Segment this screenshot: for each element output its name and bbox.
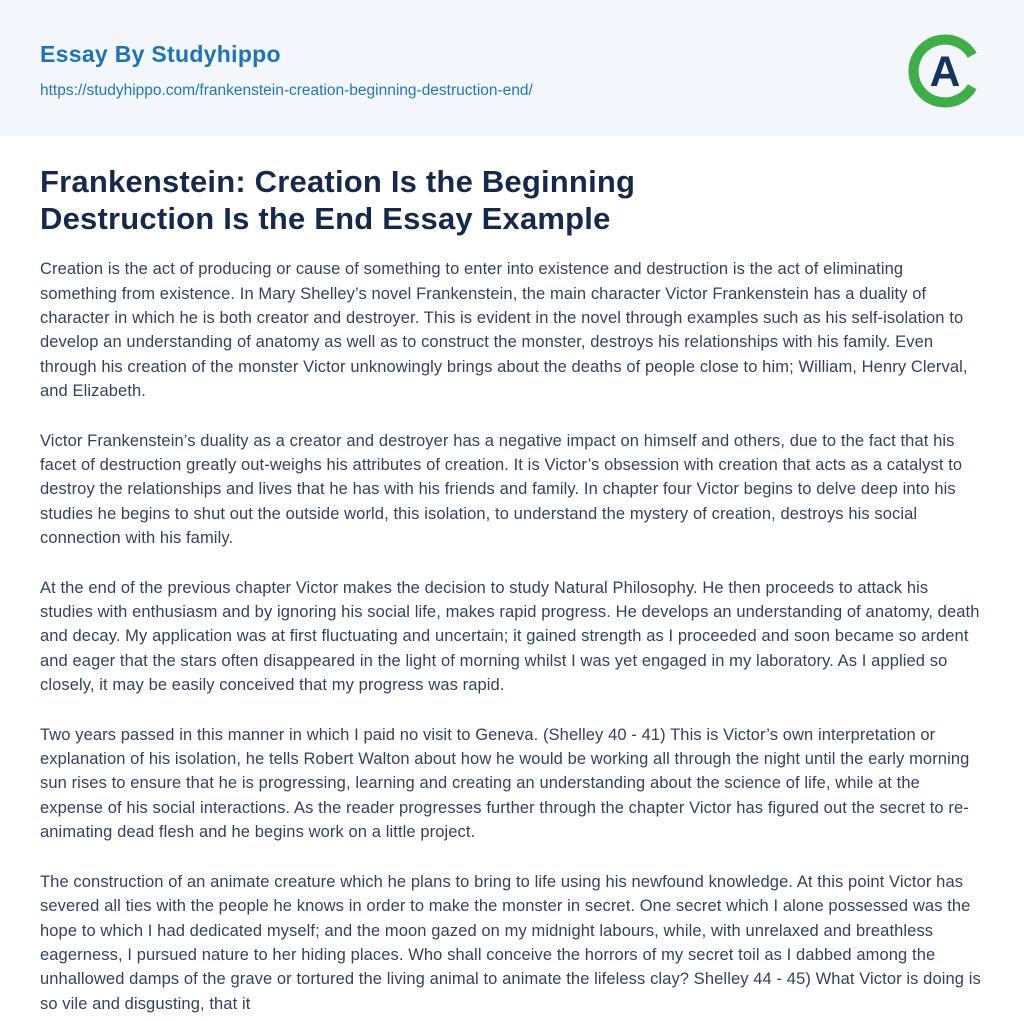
studyhippo-logo [908,34,982,108]
essay-paragraph: The construction of an animate creature which he plans to bring to life using his newfound knowledge. At this point Victor has severed all ties with the people he knows in order to make the monster in secret. One secret which I alone possessed was the hope to which I had dedicated myself; and the moon gazed on my midnight labours, while, with unrelaxed and breathless eagerness, I pursued nature to her hiding places. Who shall conceive the horrors of my secret toil as I dabbed among the unhallowed damps of the grave or tortured the living animal to animate the lifeless clay? Shelley 44 - 45) What Victor is doing is so vile and disgusting, that it [40,872,981,1013]
essay-paragraph: Two years passed in this manner in which I paid no visit to Geneva. (Shelley 40 - 41) This is Victor’s own interpretation or explanation of his isolation, he tells Robert Walton about how he would be working all through the night until the early morning sun rises to ensure that he is progressing, learning and creating an understanding about the science of life, while at the expense of his social interactions. As the reader progresses further through the chapter Victor has figured out the secret to re-animating dead flesh and he begins work on a little project. [40,725,970,842]
essay-title [40,164,984,237]
logo-letter: A [929,47,961,96]
brand-title: Essay By Studyhippo [40,40,281,67]
header-text-block [40,42,533,101]
essay-paragraph: Victor Frankenstein’s duality as a creator and destroyer has a negative impact on himself and others, due to the fact that his facet of destruction greatly out-weighs his attributes of creation. It is Victor’s obsession with creation that acts as a catalyst to destroy the relationships and lives that he has with his friends and family. In chapter four Victor begins to delve deep into his studies he begins to shut out the outside world, this isolation, to understand the mystery of creation, destroys his social connection with his family. [40,431,963,548]
logo-ring-icon [908,34,982,108]
page-header [0,0,1024,136]
essay-paragraph: At the end of the previous chapter Victor makes the decision to study Natural Philosophy. He then proceeds to attack his studies with enthusiasm and by ignoring his social life, makes rapid progress. He develops an understanding of anatomy, death and decay. My application was at first fluctuating and uncertain; it gained strength as I proceeded and soon became so ardent and eager that the stars often disappeared in the light of morning whilst I was yet engaged in my laboratory. As I applied so closely, it may be easily conceived that my progress was rapid. [40,578,980,695]
essay-title-line-1: Frankenstein: Creation Is the Beginning [40,164,636,199]
essay-content [0,136,1024,1016]
source-url-link[interactable]: https://studyhippo.com/frankenstein-creation-beginning-destruction-end/ [40,81,533,99]
essay-title-line-2: Destruction Is the End Essay Example [40,200,611,236]
essay-paragraph: Creation is the act of producing or cause of something to enter into existence and destruction is the act of eliminating something from existence. In Mary Shelley’s novel Frankenstein, the main character Victor Frankenstein has a duality of character in which he is both creator and destroyer. This is evident in the novel through examples such as his self-isolation to develop an understanding of anatomy as well as to construct the monster, destroys his relationships with his family. Even through his creation of the monster Victor unknowingly brings about the deaths of people close to him; William, Henry Clerval, and Elizabeth. [40,260,968,401]
